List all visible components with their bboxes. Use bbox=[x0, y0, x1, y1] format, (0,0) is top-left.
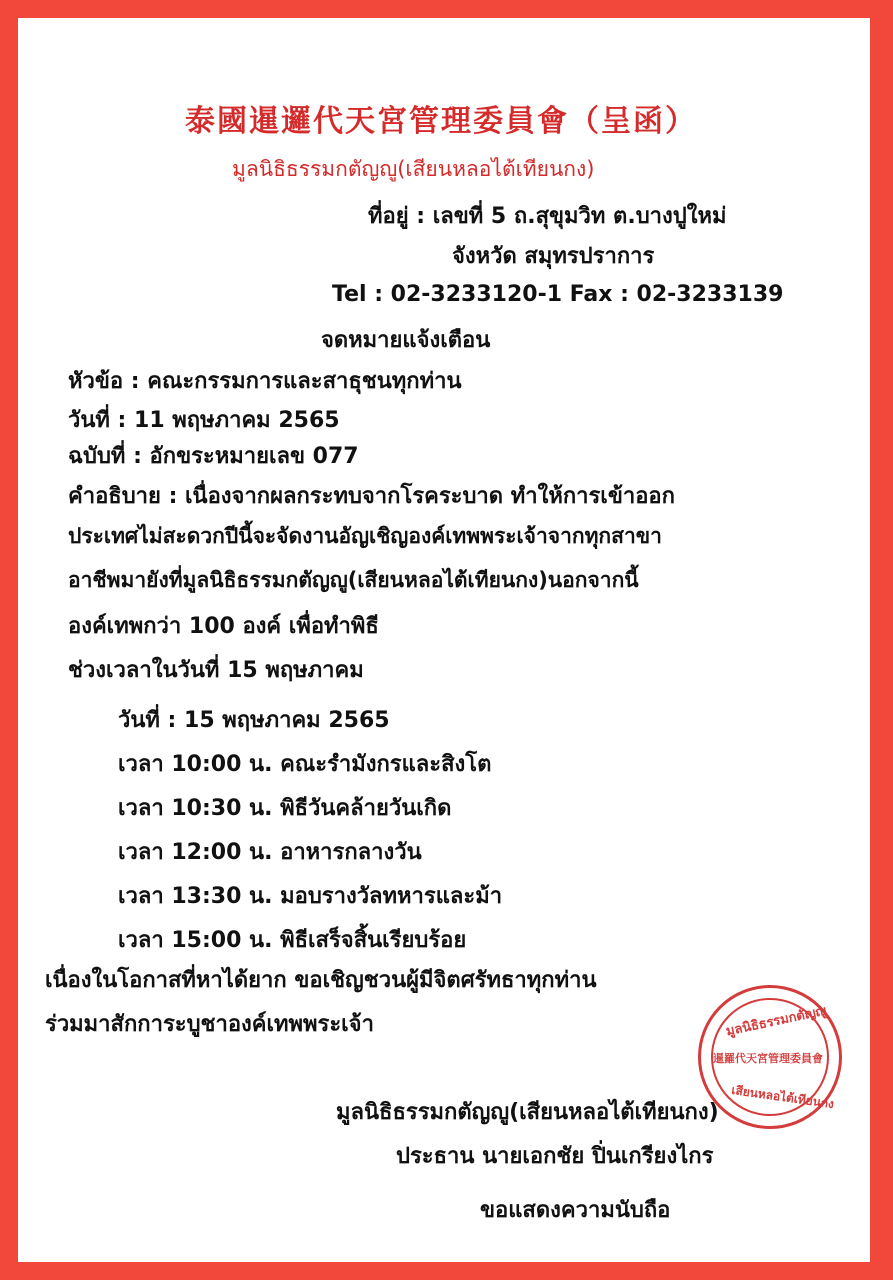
signature-chairman: ประธาน นายเอกชัย ปิ่นเกรียงไกร bbox=[396, 1144, 714, 1169]
issue-line: ฉบับที่ : อักขระหมายเลข 077 bbox=[68, 444, 359, 469]
organization-seal bbox=[698, 985, 842, 1129]
description-line: คำอธิบาย : เนื่องจากผลกระทบจากโรคระบาด ทำให้การเข้าออก bbox=[68, 484, 675, 509]
schedule-item: เวลา 10:30 น. พิธีวันคล้ายวันเกิด bbox=[118, 796, 452, 821]
seal-bottom-text: เสียนหลอไต้เทียนกง bbox=[730, 1082, 835, 1112]
description-line: องค์เทพกว่า 100 องค์ เพื่อทำพิธี bbox=[68, 614, 379, 639]
signature-respect: ขอแสดงความนับถือ bbox=[480, 1198, 671, 1223]
closing-line-2: ร่วมมาสักการะบูชาองค์เทพพระเจ้า bbox=[45, 1012, 374, 1037]
description-line: ประเทศไม่สะดวกปีนี้จะจัดงานอัญเชิญองค์เทพพระเจ้าจากทุกสาขา bbox=[68, 524, 662, 548]
address-line-2: จังหวัด สมุทรปราการ bbox=[452, 244, 655, 269]
seal-top-text: มูลนิธิธรรมกตัญญู bbox=[724, 1003, 828, 1040]
letter-heading: จดหมายแจ้งเตือน bbox=[321, 328, 491, 353]
date-line: วันที่ : 11 พฤษภาคม 2565 bbox=[68, 408, 340, 433]
schedule-item: เวลา 15:00 น. พิธีเสร็จสิ้นเรียบร้อย bbox=[118, 928, 467, 953]
schedule-item: เวลา 13:30 น. มอบรางวัลทหารและม้า bbox=[118, 884, 503, 909]
seal-center-text: 暹羅代天宮管理委員會 bbox=[713, 1052, 823, 1065]
schedule-item: เวลา 10:00 น. คณะรำมังกรและสิงโต bbox=[118, 752, 492, 777]
closing-line-1: เนื่องในโอกาสที่หาได้ยาก ขอเชิญชวนผู้มีจิตศรัทธาทุกท่าน bbox=[45, 968, 597, 993]
description-line: อาชีพมายังที่มูลนิธิธรรมกตัญญู(เสียนหลอไต้เทียนกง)นอกจากนี้ bbox=[68, 568, 639, 592]
contact-line: Tel : 02-3233120-1 Fax : 02-3233139 bbox=[332, 282, 784, 307]
org-title-chinese: 泰國暹邏代天宮管理委員會（呈函） bbox=[185, 104, 697, 139]
subject-line: หัวข้อ : คณะกรรมการและสาธุชนทุกท่าน bbox=[68, 369, 462, 394]
letter-sheet bbox=[18, 18, 870, 1262]
schedule-item: เวลา 12:00 น. อาหารกลางวัน bbox=[118, 840, 422, 865]
signature-organization: มูลนิธิธรรมกตัญญู(เสียนหลอไต้เทียนกง) bbox=[336, 1100, 719, 1125]
description-line: ช่วงเวลาในวันที่ 15 พฤษภาคม bbox=[68, 658, 364, 683]
schedule-date: วันที่ : 15 พฤษภาคม 2565 bbox=[118, 708, 390, 733]
org-title-thai: มูลนิธิธรรมกตัญญู(เสียนหลอไต้เทียนกง) bbox=[232, 157, 595, 181]
address-line-1: ที่อยู่ : เลขที่ 5 ถ.สุขุมวิท ต.บางปูใหม่ bbox=[368, 204, 727, 229]
